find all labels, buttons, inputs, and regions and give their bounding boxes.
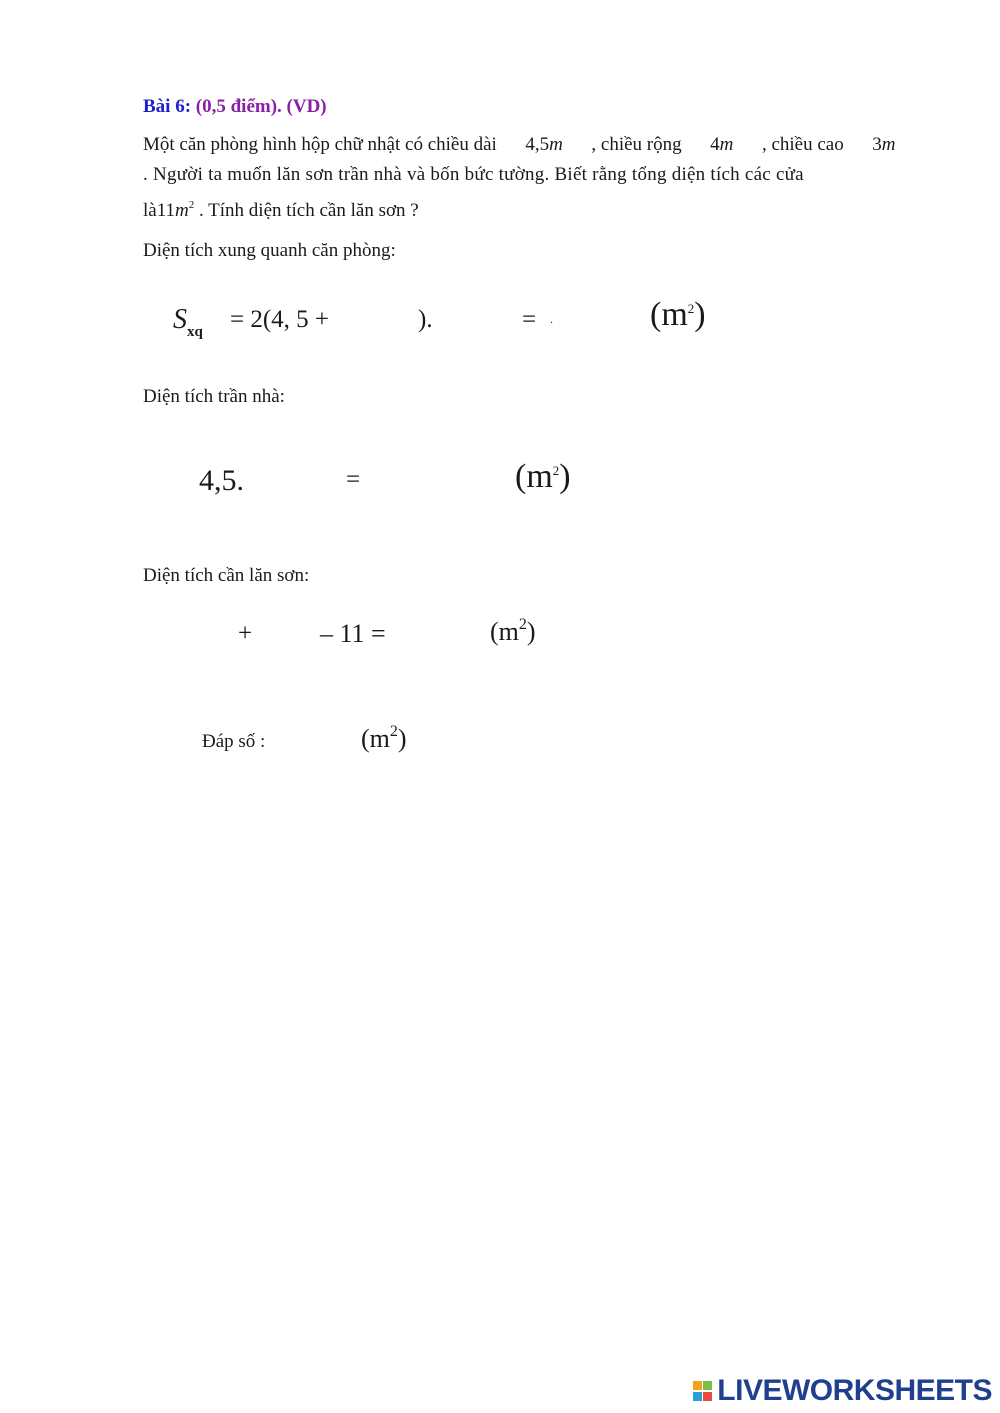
lateral-dot: . bbox=[550, 312, 553, 326]
ceiling-blank[interactable] bbox=[262, 462, 336, 500]
answer-blank[interactable] bbox=[286, 724, 358, 758]
ceiling-area-label: Diện tích trần nhà: bbox=[143, 386, 285, 407]
lateral-area-label: Diện tích xung quanh căn phòng: bbox=[143, 240, 396, 261]
lateral-blank-1[interactable] bbox=[352, 304, 416, 338]
ceiling-result-blank[interactable] bbox=[380, 462, 510, 500]
liveworksheets-logo bbox=[693, 1374, 992, 1408]
liveworksheets-logo-text: LIVEWORKSHEETS bbox=[717, 1374, 992, 1407]
lateral-equals: = bbox=[522, 306, 537, 333]
ceiling-unit: $(m^2)$ bbox=[515, 458, 571, 495]
lateral-blank-2[interactable] bbox=[446, 304, 516, 338]
lateral-close-paren: ). bbox=[418, 306, 433, 333]
lateral-result-blank[interactable] bbox=[556, 304, 646, 338]
paint-area-label: Diện tích cần lăn sơn: bbox=[143, 565, 310, 586]
paint-plus: + bbox=[238, 620, 253, 647]
problem-statement bbox=[143, 130, 905, 226]
liveworksheets-logo-icon bbox=[693, 1379, 713, 1403]
exercise-heading bbox=[143, 96, 327, 118]
ceiling-equals: = bbox=[346, 466, 361, 493]
problem-line-2: . Người ta muốn lăn sơn trần nhà và bốn bức tường. Biết rằng tổng diện tích các cửa bbox=[143, 164, 804, 185]
answer-unit: $(m^2)$ bbox=[361, 723, 407, 753]
paint-unit: $(m^2)$ bbox=[490, 616, 536, 646]
ceiling-expression: 4,5. bbox=[199, 464, 244, 497]
paint-minus-11: – 11 = bbox=[320, 619, 386, 648]
paint-result-blank[interactable] bbox=[408, 618, 484, 652]
paint-blank-2[interactable] bbox=[258, 618, 316, 652]
problem-line-1: Một căn phòng hình hộp chữ nhật có chiều dài 4,5m , chiều rộng 4m , chiều cao 3m bbox=[143, 134, 896, 155]
lateral-unit: $(m^2)$ bbox=[650, 296, 706, 333]
problem-line-3: $là11m^2$ . Tính diện tích cần lăn sơn ? bbox=[143, 199, 419, 221]
exercise-number: Bài 6: bbox=[143, 96, 192, 117]
paint-blank-1[interactable] bbox=[170, 618, 234, 652]
lateral-expression: = 2(4, 5 + bbox=[230, 306, 330, 333]
lateral-symbol: $S_{xq}$ bbox=[173, 304, 203, 340]
answer-label: Đáp số : bbox=[202, 731, 266, 752]
exercise-points: (0,5 điểm). (VD) bbox=[195, 96, 327, 117]
